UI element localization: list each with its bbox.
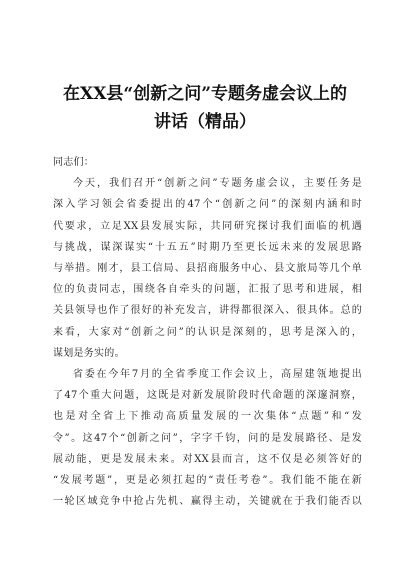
title-line-1: 在XX县“创新之问”专题务虚会议上的: [63, 84, 347, 104]
paragraph-line: “发展考题”，更是必须扛起的“责任考卷”。我们能不能在新: [53, 475, 362, 487]
paragraph-line: 代要求，立足XX县发展实际，共同研究探讨我们面临的机遇: [53, 220, 362, 232]
salutation: 同志们：: [53, 157, 94, 168]
paragraph-line: 今天，我们召开“创新之问”专题务虚会议，主要任务是: [73, 178, 362, 190]
title-line-2: 讲话（精品）: [154, 112, 256, 132]
paragraph-line: 展动能，更是发展未来。对XX县而言，这不仅是必须答好的: [53, 453, 362, 465]
paragraph-line: 与挑战，谋深谋实“十五五”时期乃至更长远未来的发展思路: [53, 241, 362, 253]
paragraph-1: [53, 173, 362, 364]
document-body: [53, 152, 362, 512]
document-title: [40, 80, 370, 136]
paragraph-line: 关县领导也作了很好的补充发言，讲得都很深入、很具体。总的: [53, 305, 362, 317]
paragraph-line: 深入学习领会省委提出的47个“创新之问”的深刻内涵和时: [53, 199, 362, 211]
paragraph-line: 令”。这47个“创新之问”，字字千钧，问的是发展路径、是发: [53, 432, 362, 444]
paragraph-line: 位的负责同志，围绕各自牵头的问题，汇报了思考和进展，相: [53, 284, 362, 296]
paragraph-2: [53, 364, 362, 512]
paragraph-line: 也是对全省上下推动高质量发展的一次集体“点题”和“发: [53, 411, 362, 423]
paragraph-line: 一轮区域竞争中抢占先机、赢得主动，关键就在于我们能否以: [53, 496, 362, 508]
paragraph-line: 来看，大家对“创新之问”的认识是深刻的，思考是深入的，: [53, 326, 362, 338]
paragraph-line: 谋划是务实的。: [53, 347, 125, 359]
paragraph-line: 与举措。刚才，县工信局、县招商服务中心、县文旅局等几个单: [53, 263, 362, 275]
paragraph-line: 了47个重大问题，这既是对新发展阶段时代命题的深邃洞察，: [53, 390, 362, 402]
paragraph-line: 省委在今年7月的全省季度工作会议上，高屋建瓴地提出: [73, 369, 362, 381]
